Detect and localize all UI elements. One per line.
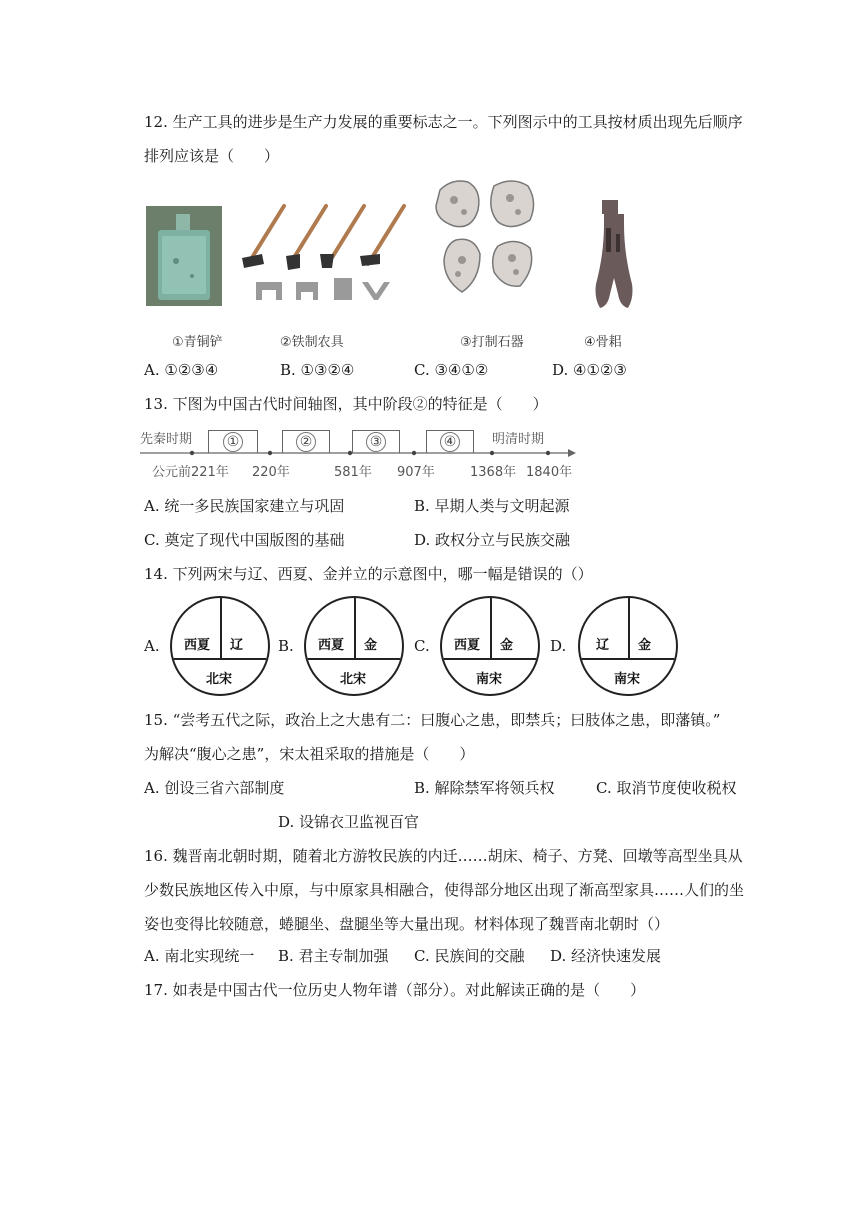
q15-option-b[interactable]: B. 解除禁军将领兵权 [414, 779, 555, 797]
caption-iron-tools: ②铁制农具 [280, 335, 344, 350]
q13-option-d[interactable]: D. 政权分立与民族交融 [414, 531, 571, 549]
q15-stem-line2: 为解决“腹心之患”，宋太祖采取的措施是（ ） [144, 745, 475, 763]
q15-option-d[interactable]: D. 设锦衣卫监视百官 [278, 813, 420, 831]
timeline-stage-3 [352, 430, 400, 453]
region-label: 西夏 [184, 638, 211, 653]
q16-stem-line2: 少数民族地区传入中原，与中原家具相融合，使得部分地区出现了渐高型家具……人们的坐 [144, 881, 745, 899]
q12-stem-line2: 排列应该是（ ） [144, 147, 280, 165]
tick-label: 581年 [334, 465, 372, 480]
region-label: 北宋 [340, 672, 367, 687]
region-label: 西夏 [318, 638, 345, 653]
q17-stem: 17. 如表是中国古代一位历史人物年谱（部分）。对此解读正确的是（ ） [144, 981, 646, 999]
q14-diagram-d[interactable] [578, 596, 678, 696]
caption-stone-tools: ③打制石器 [460, 335, 524, 350]
bronze-spade-image [146, 206, 222, 306]
iron-tools-image [240, 198, 410, 308]
timeline-right-label: 明清时期 [492, 432, 545, 447]
q13-stem: 13. 下图为中国古代时间轴图，其中阶段②的特征是（ ） [144, 395, 548, 413]
q12-option-b[interactable]: B. ①③②④ [280, 361, 355, 379]
q14-option-c-letter[interactable]: C. [414, 637, 430, 655]
q14-option-a-letter[interactable]: A. [144, 637, 160, 655]
tick-label: 220年 [252, 465, 290, 480]
q12-option-d[interactable]: D. ④①②③ [552, 361, 627, 379]
stage-2-label: ② [296, 432, 316, 452]
q15-stem-line1: 15. “尝考五代之际，政治上之大患有二：曰腹心之患，即禁兵；曰肢体之患，即藩镇。” [144, 711, 721, 729]
bone-spade-image [580, 198, 638, 310]
tick-label: 1840年 [526, 465, 573, 480]
q15-option-c[interactable]: C. 取消节度使收税权 [596, 779, 737, 797]
q14-stem: 14. 下列两宋与辽、西夏、金并立的示意图中，哪一幅是错误的（） [144, 565, 593, 583]
region-label: 金 [638, 638, 652, 653]
timeline-stage-1 [208, 430, 258, 453]
q13-option-b[interactable]: B. 早期人类与文明起源 [414, 497, 570, 515]
region-label: 金 [500, 638, 514, 653]
q16-stem-line1: 16. 魏晋南北朝时期，随着北方游牧民族的内迁……胡床、椅子、方凳、回墩等高型坐具从 [144, 847, 743, 865]
q16-option-b[interactable]: B. 君主专制加强 [278, 947, 389, 965]
tick-label: 1368年 [470, 465, 517, 480]
tick-label: 公元前221年 [152, 465, 229, 480]
q16-stem-line3: 姿也变得比较随意，蜷腿坐、盘腿坐等大量出现。材料体现了魏晋南北朝时（） [144, 915, 670, 933]
q14-option-b-letter[interactable]: B. [278, 637, 294, 655]
q14-diagram-c[interactable] [440, 596, 540, 696]
q14-option-d-letter[interactable]: D. [550, 637, 567, 655]
region-label: 辽 [596, 638, 610, 653]
timeline-stage-4 [426, 430, 474, 453]
region-label: 西夏 [454, 638, 481, 653]
region-label: 南宋 [614, 672, 641, 687]
caption-bone-spade: ④骨耜 [584, 335, 622, 350]
q14-diagram-a[interactable] [170, 596, 270, 696]
caption-bronze-spade: ①青铜铲 [172, 335, 223, 350]
region-label: 辽 [230, 638, 244, 653]
q13-option-c[interactable]: C. 奠定了现代中国版图的基础 [144, 531, 345, 549]
q14-diagram-b[interactable] [304, 596, 404, 696]
stage-4-label: ④ [440, 432, 460, 452]
q13-option-a[interactable]: A. 统一多民族国家建立与巩固 [144, 497, 345, 515]
q12-option-c[interactable]: C. ③④①② [414, 361, 489, 379]
stage-3-label: ③ [366, 432, 386, 452]
tick-label: 907年 [397, 465, 435, 480]
region-label: 北宋 [206, 672, 233, 687]
chipped-stone-tools-image [432, 176, 542, 308]
q16-option-a[interactable]: A. 南北实现统一 [144, 947, 255, 965]
stage-1-label: ① [223, 432, 243, 452]
q16-option-d[interactable]: D. 经济快速发展 [550, 947, 662, 965]
q15-option-a[interactable]: A. 创设三省六部制度 [144, 779, 285, 797]
timeline-stage-2 [282, 430, 330, 453]
q16-option-c[interactable]: C. 民族间的交融 [414, 947, 525, 965]
region-label: 南宋 [476, 672, 503, 687]
region-label: 金 [364, 638, 378, 653]
timeline-left-label: 先秦时期 [140, 432, 193, 447]
q12-stem-line1: 12. 生产工具的进步是生产力发展的重要标志之一。下列图示中的工具按材质出现先后顺序 [144, 113, 743, 131]
q12-option-a[interactable]: A. ①②③④ [144, 361, 219, 379]
